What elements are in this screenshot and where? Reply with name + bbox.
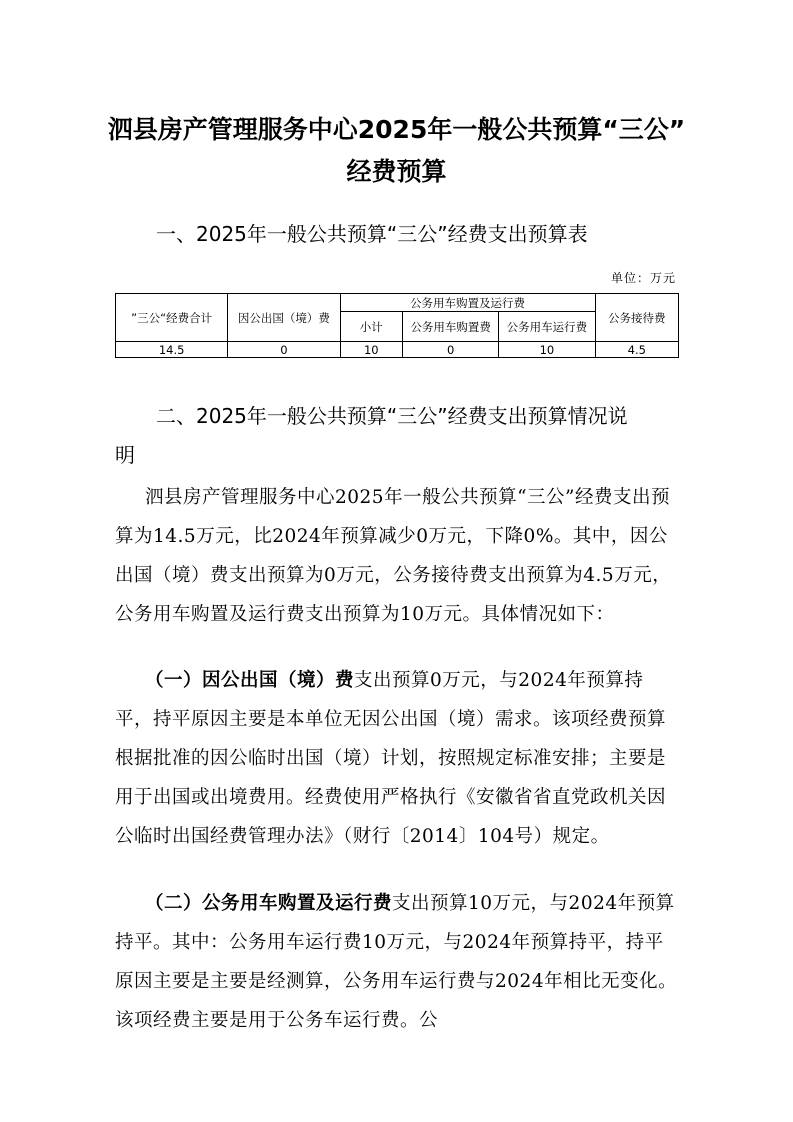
cell-abroad: 0 — [228, 342, 340, 358]
paragraph-vehicle-body: 支出预算10万元，与2024年预算持平。其中：公务用车运行费10万元，与2024年预算持平，持平原因主要是主要是经测算，公务用车运行费与2024年相比无变化。该项经费主要是用于公务车运行费。公 — [115, 893, 678, 1031]
sangong-budget-table — [115, 293, 679, 358]
cell-subtotal: 10 — [340, 342, 403, 358]
paragraph-vehicle-title: （二）公务用车购置及运行费 — [145, 893, 393, 914]
document-title-line1: 泗县房产管理服务中心2025年一般公共预算“三公” — [107, 115, 686, 144]
paragraph-abroad — [115, 661, 680, 856]
paragraph-abroad-body: 支出预算0万元，与2024年预算持平，持平原因主要是本单位无因公出国（境）需求。该项经费预算根据批准的因公临时出国（境）计划，按照规定标准安排；主要是用于出国或出境费用。经费使用严格执行《安徽省省直党政机关因公临时出国经费管理办法》（财行〔2014〕104号）规定。 — [115, 670, 667, 847]
paragraph-overview: 泗县房产管理服务中心2025年一般公共预算“三公”经费支出预算为14.5万元，比2024年预算减少0万元，下降0%。其中，因公出国（境）费支出预算为0万元，公务接待费支出预算为4.5万元，公务用车购置及运行费支出预算为10万元。具体情况如下： — [115, 487, 672, 625]
cell-reception: 4.5 — [595, 342, 678, 358]
cell-vehicle-purchase: 0 — [403, 342, 499, 358]
cell-total: 14.5 — [116, 342, 228, 358]
header-vehicle-operation: 公务用车运行费 — [499, 312, 595, 342]
section1-heading: 一、2025年一般公共预算“三公”经费支出预算表 — [156, 222, 588, 246]
paragraph-abroad-title: （一）因公出国（境）费 — [145, 670, 355, 691]
header-reception: 公务接待费 — [595, 294, 678, 342]
paragraph-vehicle — [115, 884, 680, 1040]
document-title-line2: 经费预算 — [346, 157, 447, 186]
cell-vehicle-operation: 10 — [499, 342, 595, 358]
header-vehicle-group: 公务用车购置及运行费 — [340, 294, 595, 312]
table-row — [116, 342, 679, 358]
unit-label: 单位：万元 — [610, 271, 676, 285]
header-vehicle-purchase: 公务用车购置费 — [403, 312, 499, 342]
section2-heading-line2: 明 — [115, 443, 135, 467]
section2-heading-line1: 二、2025年一般公共预算“三公”经费支出预算情况说 — [156, 404, 628, 428]
header-abroad: 因公出国（境）费 — [228, 294, 340, 342]
header-subtotal: 小计 — [340, 312, 403, 342]
header-total: ”三公“经费合计 — [116, 294, 228, 342]
